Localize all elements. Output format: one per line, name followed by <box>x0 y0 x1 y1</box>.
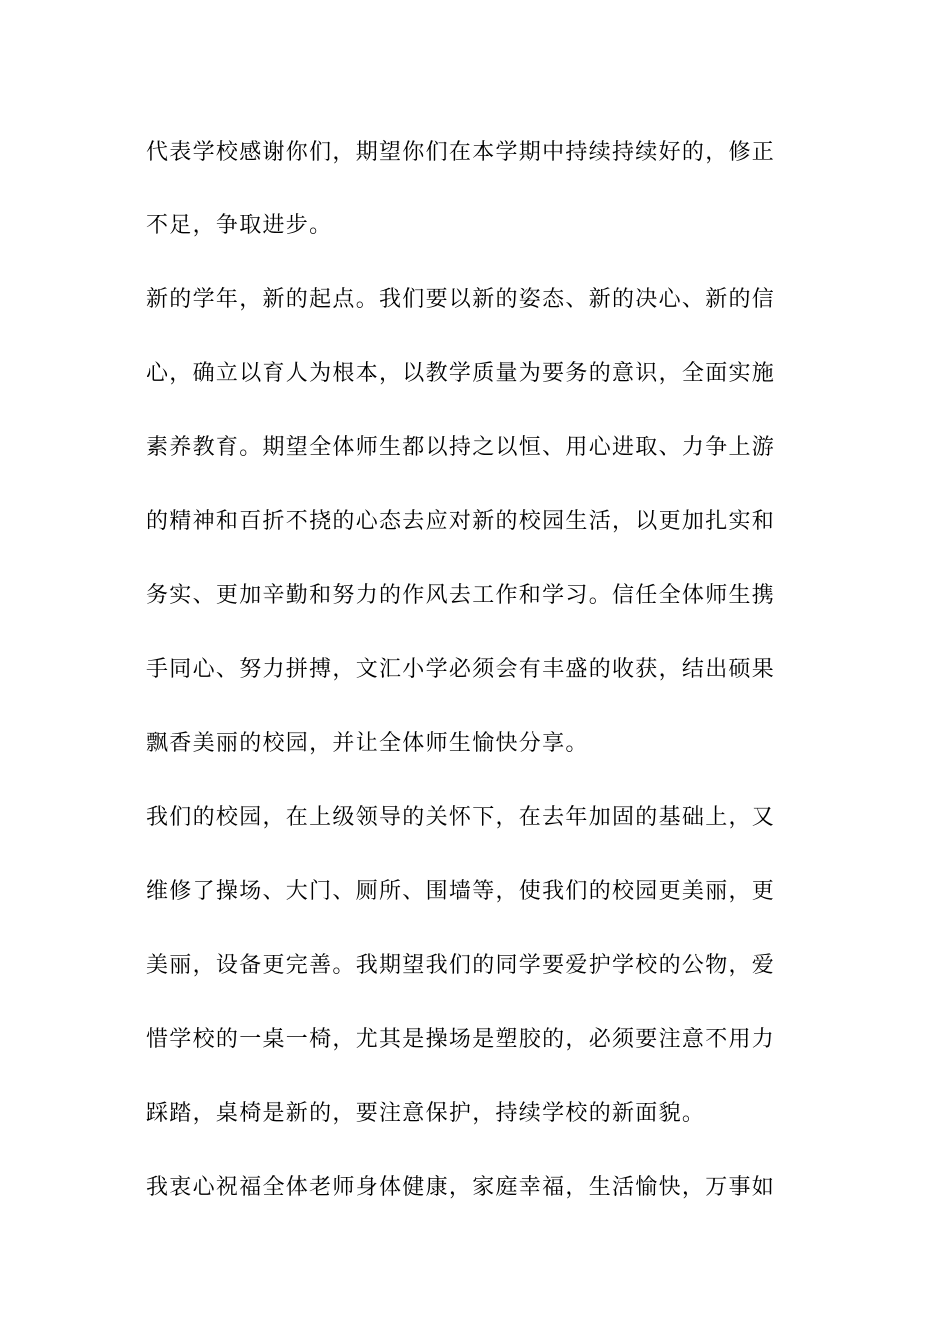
text-line-5: 素养教育。期望全体师生都以持之以恒、用心进取、力争上游 <box>146 435 776 460</box>
text-line-6: 的精神和百折不挠的心态去应对新的校园生活，以更加扎实和 <box>146 509 776 534</box>
text-line-15: 我衷心祝福全体老师身体健康，家庭幸福，生活愉快，万事如 <box>146 1175 776 1200</box>
text-line-2: 不足，争取进步。 <box>146 213 333 238</box>
text-line-8: 手同心、努力拼搏，文汇小学必须会有丰盛的收获，结出硕果 <box>146 657 776 682</box>
text-line-10: 我们的校园，在上级领导的关怀下，在去年加固的基础上，又 <box>146 805 776 830</box>
text-line-3: 新的学年，新的起点。我们要以新的姿态、新的决心、新的信 <box>146 287 776 312</box>
text-line-11: 维修了操场、大门、厕所、围墙等，使我们的校园更美丽，更 <box>146 879 776 904</box>
text-line-14: 踩踏，桌椅是新的，要注意保护，持续学校的新面貌。 <box>146 1101 706 1126</box>
text-line-12: 美丽，设备更完善。我期望我们的同学要爱护学校的公物，爱 <box>146 953 776 978</box>
text-line-7: 务实、更加辛勤和努力的作风去工作和学习。信任全体师生携 <box>146 583 776 608</box>
text-line-1: 代表学校感谢你们，期望你们在本学期中持续持续好的，修正 <box>146 140 776 165</box>
text-line-9: 飘香美丽的校园，并让全体师生愉快分享。 <box>146 731 589 756</box>
text-line-4: 心，确立以育人为根本，以教学质量为要务的意识，全面实施 <box>146 361 776 386</box>
text-line-13: 惜学校的一桌一椅，尤其是操场是塑胶的，必须要注意不用力 <box>146 1027 776 1052</box>
